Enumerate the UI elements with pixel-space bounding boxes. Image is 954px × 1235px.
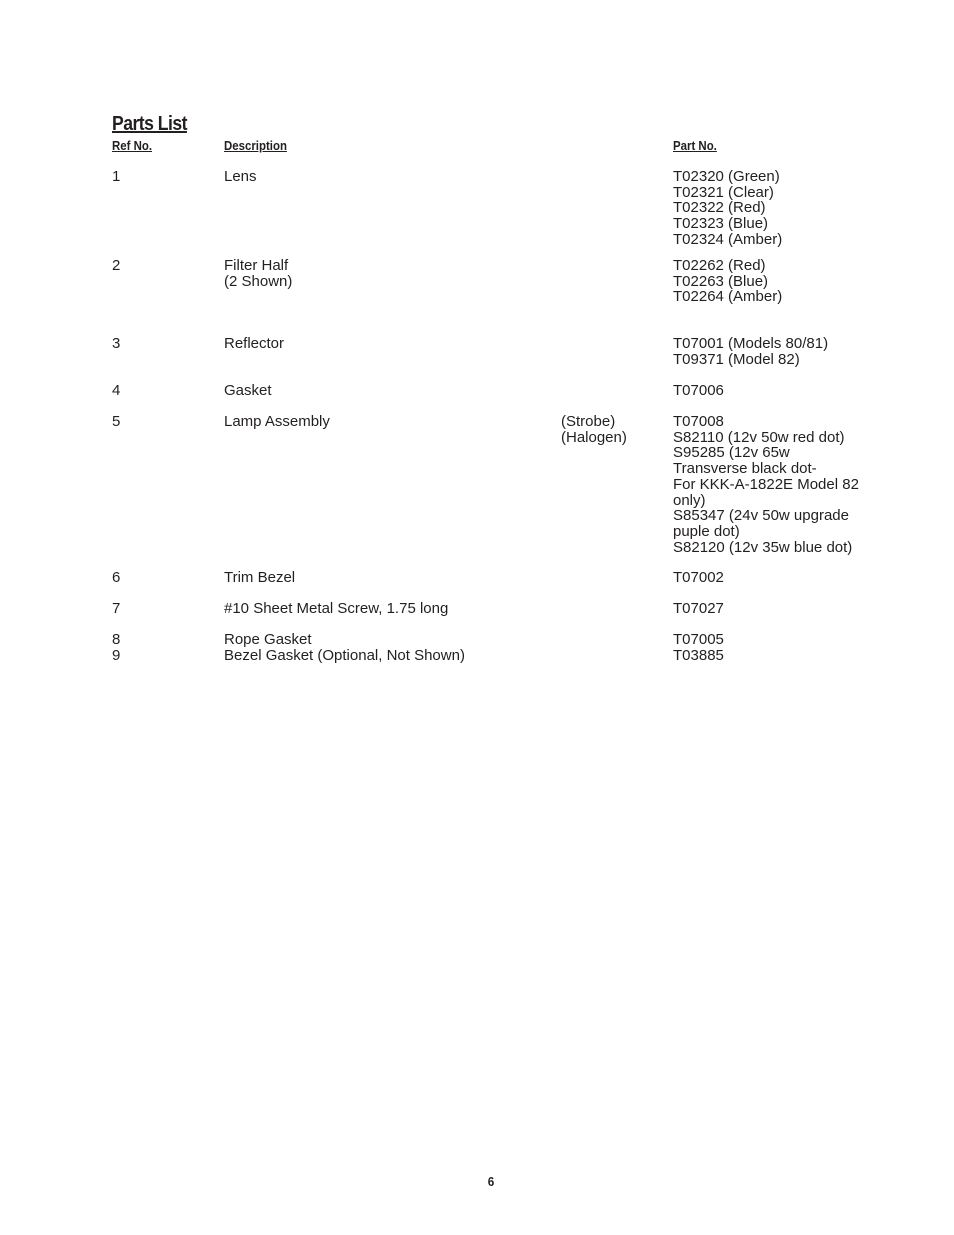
part-no-cell-line: T07008 xyxy=(673,413,724,430)
part-no-cell-line: T02320 (Green) xyxy=(673,168,780,185)
part-no-cell-line: T09371 (Model 82) xyxy=(673,350,800,368)
part-no-cell-line: T02324 (Amber) xyxy=(673,230,783,248)
ref-no-cell-line: 3 xyxy=(112,335,121,352)
part-no-cell-line: T07002 xyxy=(673,569,724,586)
description-cell xyxy=(224,336,284,352)
description-cell-line: Lamp Assembly xyxy=(224,413,330,430)
ref-no-cell-line: 1 xyxy=(112,168,121,185)
description-cell xyxy=(224,169,257,185)
part-no-cell xyxy=(673,258,782,305)
description-cell-line: Rope Gasket xyxy=(224,631,312,648)
part-no-cell xyxy=(673,632,724,663)
ref-no-cell xyxy=(112,632,120,663)
part-no-cell-line: T07001 (Models 80/81) xyxy=(673,335,829,352)
note-cell-line: (Strobe) xyxy=(561,413,616,430)
description-cell-line: (2 Shown) xyxy=(224,272,293,290)
page-title: Parts List xyxy=(112,113,187,135)
part-no-cell xyxy=(673,383,724,399)
part-no-cell-line: T07006 xyxy=(673,382,724,399)
part-no-cell-line: T02322 (Red) xyxy=(673,199,766,217)
description-cell xyxy=(224,601,448,617)
description-cell xyxy=(224,258,292,289)
part-no-cell xyxy=(673,570,724,586)
ref-no-cell-line: 6 xyxy=(112,569,121,586)
part-no-cell-line: Transverse black dot- xyxy=(673,460,817,478)
note-cell-line: (Halogen) xyxy=(561,428,627,446)
part-no-cell-line: S95285 (12v 65w xyxy=(673,444,790,462)
part-no-cell-line: S82120 (12v 35w blue dot) xyxy=(673,538,853,556)
description-header: Description xyxy=(224,138,287,153)
description-cell-line: #10 Sheet Metal Screw, 1.75 long xyxy=(224,600,449,617)
ref-no-header: Ref No. xyxy=(112,138,153,153)
ref-no-cell-line: 2 xyxy=(112,257,121,274)
description-cell-line: Bezel Gasket (Optional, Not Shown) xyxy=(224,646,465,664)
part-no-cell-line: T07005 xyxy=(673,631,724,648)
description-cell-line: Gasket xyxy=(224,382,272,399)
part-no-cell-line: T03885 xyxy=(673,646,724,664)
page-number: 6 xyxy=(487,1174,495,1189)
part-no-cell-line: only) xyxy=(673,491,706,509)
description-cell-line: Filter Half xyxy=(224,257,289,274)
part-no-cell-line: T07027 xyxy=(673,600,724,617)
part-no-cell-line: T02321 (Clear) xyxy=(673,183,774,201)
description-cell-line: Reflector xyxy=(224,335,285,352)
description-cell-line: Trim Bezel xyxy=(224,569,296,586)
note-cell xyxy=(561,414,627,445)
part-no-cell-line: S82110 (12v 50w red dot) xyxy=(673,428,845,446)
description-cell xyxy=(224,383,272,399)
ref-no-cell xyxy=(112,336,120,352)
ref-no-cell xyxy=(112,414,120,430)
ref-no-cell xyxy=(112,258,120,274)
ref-no-cell xyxy=(112,601,120,617)
ref-no-cell xyxy=(112,570,120,586)
ref-no-cell-line: 5 xyxy=(112,413,121,430)
part-no-cell-line: T02262 (Red) xyxy=(673,257,766,274)
part-no-cell-line: T02264 (Amber) xyxy=(673,288,783,306)
description-cell xyxy=(224,570,295,586)
part-no-cell xyxy=(673,414,859,555)
part-no-cell-line: S85347 (24v 50w upgrade xyxy=(673,507,849,525)
part-no-cell-line: For KKK-A-1822E Model 82 xyxy=(673,475,859,493)
part-no-cell xyxy=(673,169,782,248)
ref-no-cell xyxy=(112,383,120,399)
part-no-cell-line: T02263 (Blue) xyxy=(673,272,769,290)
ref-no-cell-line: 7 xyxy=(112,600,121,617)
part-no-cell xyxy=(673,601,724,617)
ref-no-cell-line: 4 xyxy=(112,382,121,399)
description-cell xyxy=(224,414,330,430)
description-cell-line: Lens xyxy=(224,168,257,185)
part-no-cell-line: T02323 (Blue) xyxy=(673,215,769,233)
description-cell xyxy=(224,632,465,663)
part-no-cell-line: puple dot) xyxy=(673,522,740,540)
part-no-cell xyxy=(673,336,828,367)
ref-no-cell-line: 9 xyxy=(112,646,121,664)
ref-no-cell-line: 8 xyxy=(112,631,121,648)
ref-no-cell xyxy=(112,169,120,185)
part-no-header: Part No. xyxy=(673,138,717,153)
